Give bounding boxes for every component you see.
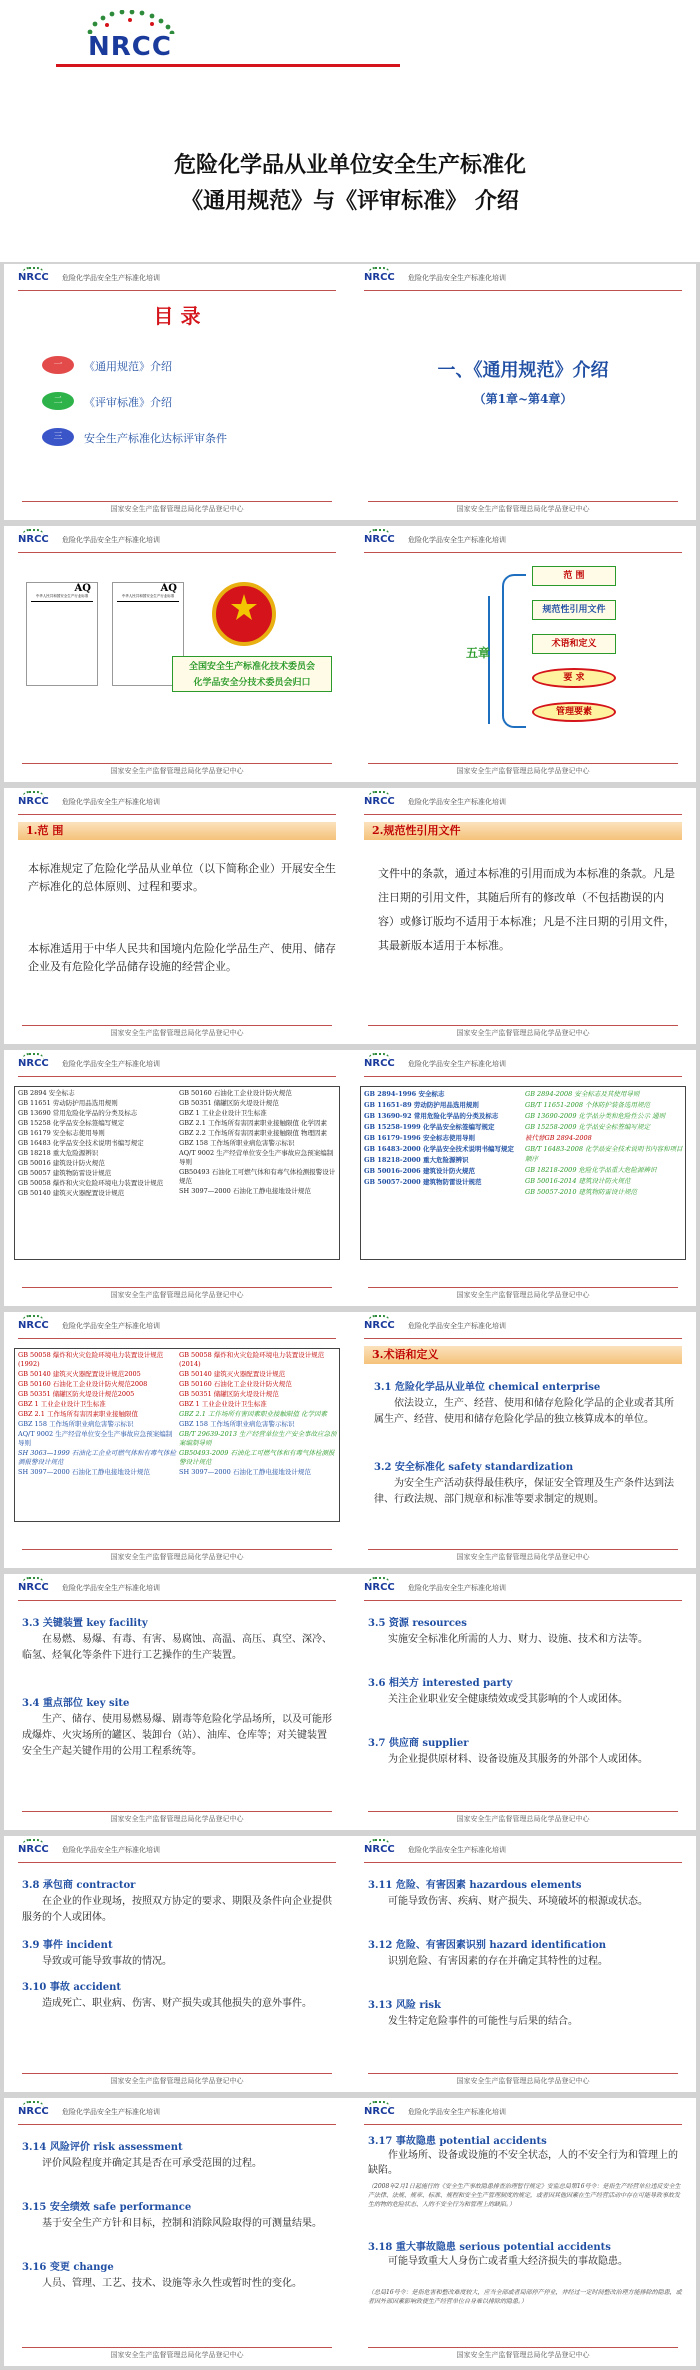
new-standard: SH 3097—2000 石油化工静电接地设计规范	[179, 1468, 311, 1476]
term-3-16: 3.16 变更 change	[22, 2262, 114, 2273]
term-3-10: 3.10 事故 accident	[22, 1982, 122, 1993]
reference-item: GB 50058 爆炸和火灾危险环境电力装置设计规范	[18, 1179, 164, 1187]
old-standards-column	[364, 1089, 522, 1188]
slide-logo: NRCC	[364, 1582, 395, 1593]
reference-item: GB 50160 石油化工企业设计防火规范	[179, 1089, 292, 1097]
nrcc-logo	[60, 10, 200, 62]
term-3-1-definition: 依法设立，生产、经营、使用和储存危险化学品的企业或者其所属生产、经营、使用和储存危险化学品的独立核算成本的单位。	[374, 1398, 674, 1425]
new-standard: GBZ 2.1 工作场所有害因素职业接触限值 化学因素	[179, 1410, 328, 1418]
old-standard: GB 18218-2000 重大危险源辨识	[364, 1156, 469, 1164]
slide-logo: NRCC	[18, 1320, 49, 1331]
toc-item-2[interactable]: 《评审标准》介绍	[84, 396, 172, 409]
new-standard: GB 50058 爆炸和火灾危险环境电力装置设计规范(2014)	[179, 1351, 325, 1368]
term-3-15: 3.15 安全绩效 safe performance	[22, 2202, 192, 2213]
slide-footer: 国家安全生产监督管理总局化学品登记中心	[110, 1815, 244, 1823]
slide-logo: NRCC	[364, 534, 395, 545]
logo-arc-icon	[82, 10, 178, 34]
slide-scope	[4, 788, 350, 1044]
toc-num-1: 一	[42, 356, 74, 374]
term-3-15-definition: 基于安全生产方针和目标，控制和消除风险取得的可测量结果。	[42, 2218, 322, 2229]
slide-footer: 国家安全生产监督管理总局化学品登记中心	[110, 1029, 244, 1037]
new-standard: GB 50351 储罐区防火堤设计规范	[179, 1390, 279, 1398]
old-standard: GB 16483-2000 化学品安全技术说明书编写规定	[364, 1145, 514, 1153]
slide-footer: 国家安全生产监督管理总局化学品登记中心	[456, 767, 590, 775]
reference-item: AQ/T 9002 生产经营单位安全生产事故应急预案编制导则	[179, 1149, 334, 1166]
slide-caption: 危险化学品安全生产标准化培训	[408, 536, 506, 544]
logo-text: NRCC	[88, 32, 172, 62]
old-standard: GBZ 1 工业企业设计卫生标准	[18, 1400, 106, 1408]
term-3-4: 3.4 重点部位 key site	[22, 1698, 130, 1709]
slide-footer: 国家安全生产监督管理总局化学品登记中心	[110, 1291, 244, 1299]
reference-item: GBZ 158 工作场所职业病危害警示标识	[179, 1139, 295, 1147]
new-standard: GB 50160 石油化工企业设计防火规范	[179, 1380, 292, 1388]
slide-caption: 危险化学品安全生产标准化培训	[408, 2108, 506, 2116]
slide-terms-1	[350, 1312, 696, 1568]
old-standard: GB 50351 储罐区防火堤设计规范2005	[18, 1390, 135, 1398]
term-3-14: 3.14 风险评价 risk assessment	[22, 2142, 183, 2153]
slide-references	[350, 788, 696, 1044]
slide-footer: 国家安全生产监督管理总局化学品登记中心	[456, 2077, 590, 2085]
old-standard: GBZ 2.1 工作场所有害因素职业接触限值	[18, 1410, 138, 1418]
slide-reference-table-1	[4, 1050, 350, 1306]
term-3-18-note: （总局16号令：是指危害和整改难度较大，应当全部或者局部停产停业，并经过一定时间整改治理方能排除的隐患，或者因外部因素影响致使生产经营单位自身难以排除的隐患。）	[368, 2289, 682, 2305]
new-standard: GB 15258-2009 化学品安全标签编写规定	[525, 1123, 651, 1131]
committee-line2: 化学品安全分技术委员会归口	[193, 678, 311, 688]
slide-logo: NRCC	[364, 1320, 395, 1331]
reference-item: GB 18218 重大危险源辨识	[18, 1149, 99, 1157]
toc-num-2: 二	[42, 392, 74, 410]
slide-terms-2	[4, 1574, 350, 1830]
slide-logo: NRCC	[18, 534, 49, 545]
term-3-6: 3.6 相关方 interested party	[368, 1678, 513, 1689]
new-standard: GB 2894-2008 安全标志及其使用导则	[525, 1090, 640, 1098]
toc-item-3[interactable]: 安全生产标准化达标评审条件	[84, 432, 227, 445]
reference-item: GB 16483 化学品安全技术说明书编写规定	[18, 1139, 144, 1147]
old-standard: GB 11651-89 劳动防护用品选用规则	[364, 1101, 479, 1109]
old-standard: AQ/T 9002 生产经营单位安全生产事故应急预案编制导则	[18, 1430, 173, 1447]
new-standard: 被代替GB 2894-2008	[525, 1134, 592, 1142]
slide-footer: 国家安全生产监督管理总局化学品登记中心	[456, 505, 590, 513]
term-3-8: 3.8 承包商 contractor	[22, 1880, 136, 1891]
slide-caption: 危险化学品安全生产标准化培训	[408, 1846, 506, 1854]
reference-item: GB 13690 常用危险化学品的分类及标志	[18, 1109, 138, 1117]
slide-logo: NRCC	[18, 796, 49, 807]
chapter1-subtitle: （第1章~第4章）	[473, 392, 573, 406]
reference-item: GBZ 2.1 工作场所有害因素职业接触限值 化学因素	[179, 1119, 328, 1127]
term-3-8-definition: 在企业的作业现场，按照双方协定的要求、期限及条件向企业提供服务的个人或团体。	[22, 1896, 332, 1923]
slide-logo: NRCC	[18, 272, 49, 283]
old-standard: SH 3063—1999 石油化工企业可燃气体和有毒气体检测报警设计规范	[18, 1449, 176, 1466]
aq-label: AQ	[74, 583, 91, 594]
new-standards-column	[179, 1351, 337, 1478]
slide-terms-7	[350, 2098, 696, 2366]
reference-item: GB 15258 化学品安全标签编写规定	[18, 1119, 125, 1127]
old-standard: GB 13690-92 常用危险化学品的分类及标志	[364, 1112, 499, 1120]
slide-logo: NRCC	[364, 796, 395, 807]
term-3-1: 3.1 危险化学品从业单位 chemical enterprise	[374, 1382, 601, 1393]
chapter-item-terms: 术语和定义	[532, 634, 616, 654]
old-standards-column	[18, 1351, 176, 1478]
reference-compare-table-2	[14, 1348, 340, 1522]
term-3-5-definition: 实施安全标准化所需的人力、财力、设施、技术和方法等。	[388, 1634, 648, 1645]
new-standard: GB50493-2009 石油化工可燃气体和有毒气体检测报警设计规范	[179, 1449, 335, 1466]
old-standard: GB 50057-2000 建筑物防雷设计规范	[364, 1178, 482, 1186]
term-3-16-definition: 人员、管理、工艺、技术、设施等永久性或暂时性的变化。	[42, 2278, 302, 2289]
aq-std-name: 中华人民共和国安全生产行业标准	[35, 594, 89, 598]
old-standard: GB 16179-1996 安全标志使用导则	[364, 1134, 475, 1142]
aq-std-name-2: 中华人民共和国安全生产行业标准	[121, 594, 175, 598]
reference-table	[14, 1086, 340, 1260]
references-text: 文件中的条款，通过本标准的引用而成为本标准的条款。凡是注日期的引用文件，其随后所有的修改单（不包括勘误的内容）或修订版均不适用于本标准；凡是不注日期的引用文件，其最新版本适用于本标准。	[378, 867, 675, 952]
slide-aq-standard	[4, 526, 350, 782]
slide-footer: 国家安全生产监督管理总局化学品登记中心	[110, 2077, 244, 2085]
slide-terms-3	[350, 1574, 696, 1830]
reference-item: GBZ 2.2 工作场所有害因素职业接触限值 物理因素	[179, 1129, 328, 1137]
slide-footer: 国家安全生产监督管理总局化学品登记中心	[456, 1815, 590, 1823]
toc-title: 目 录	[153, 304, 201, 328]
reference-item: GB 50351 储罐区防火堤设计规范	[179, 1099, 279, 1107]
slide-logo: NRCC	[18, 1582, 49, 1593]
new-standard: GB/T 11651-2008 个体防护装备选用规范	[525, 1101, 651, 1109]
term-3-17: 3.17 事故隐患 potential accidents	[368, 2136, 547, 2147]
terms-heading: 3.术语和定义	[364, 1346, 682, 1364]
reference-column-left	[18, 1089, 176, 1199]
slide-footer: 国家安全生产监督管理总局化学品登记中心	[456, 2351, 590, 2359]
new-standard: GB 18218-2009 危险化学品重大危险源辨识	[525, 1166, 657, 1174]
term-3-13-definition: 发生特定危险事件的可能性与后果的结合。	[388, 2016, 578, 2027]
cover-title-line1: 危险化学品从业单位安全生产标准化	[173, 152, 526, 178]
slide-footer: 国家安全生产监督管理总局化学品登记中心	[456, 1291, 590, 1299]
slide-footer: 国家安全生产监督管理总局化学品登记中心	[456, 1553, 590, 1561]
aq-label-2: AQ	[160, 583, 177, 594]
aq-document-1	[26, 582, 98, 686]
slide-reference-table-3	[4, 1312, 350, 1568]
term-3-4-definition: 生产、储存、使用易燃易爆、剧毒等危险化学品场所，以及可能形成爆炸、火灾场所的罐区、装卸台（站）、油库、仓库等；对关键装置安全生产起关键作用的公用工程系统等。	[22, 1714, 332, 1757]
new-standard: GB 50016-2014 建筑设计防火规范	[525, 1177, 631, 1185]
term-3-9: 3.9 事件 incident	[22, 1940, 113, 1951]
scope-paragraph-2: 本标准适用于中华人民共和国境内危险化学品生产、使用、储存企业及有危险化学品储存设施的经营企业。	[28, 942, 336, 973]
term-3-14-definition: 评价风险程度并确定其是否在可承受范围的过程。	[42, 2158, 262, 2169]
reference-item: GB 16179 安全标志使用导则	[18, 1129, 105, 1137]
committee-box	[172, 656, 332, 692]
cover-red-bar	[56, 64, 400, 67]
new-standard: GB/T 16483-2008 化学品安全技术说明书内容和项目顺序	[525, 1145, 683, 1163]
reference-item: GBZ 1 工业企业设计卫生标准	[179, 1109, 267, 1117]
slide-footer: 国家安全生产监督管理总局化学品登记中心	[110, 767, 244, 775]
term-3-12: 3.12 危险、有害因素识别 hazard identification	[368, 1940, 607, 1951]
slide-caption: 危险化学品安全生产标准化培训	[62, 798, 160, 806]
old-standard: GB 50160 石油化工企业设计防火规范2008	[18, 1380, 148, 1388]
toc-num-3: 三	[42, 428, 74, 446]
new-standard: GB 50057-2010 建筑物防雷设计规范	[525, 1188, 638, 1196]
five-chapter-label: 五章	[466, 646, 491, 660]
chapter1-title: 一、《通用规范》介绍	[437, 360, 609, 381]
slide-logo: NRCC	[364, 2106, 395, 2117]
old-standard: GB 50140 建筑灭火器配置设计规范2005	[18, 1370, 141, 1378]
reference-compare-table	[360, 1086, 686, 1260]
reference-item: SH 3097—2000 石油化工静电接地设计规范	[179, 1187, 311, 1195]
term-3-7-definition: 为企业提供原材料、设备设施及其服务的外部个人或团体。	[388, 1754, 648, 1765]
old-standard: GB 15258-1999 化学品安全标签编写规定	[364, 1123, 495, 1131]
slide-caption: 危险化学品安全生产标准化培训	[62, 2108, 160, 2116]
term-3-12-definition: 识别危险、有害因素的存在并确定其特性的过程。	[388, 1956, 608, 1967]
reference-item: GB 11651 劳动防护用品选用规则	[18, 1099, 118, 1107]
term-3-2-definition: 为安全生产活动获得最佳秩序，保证安全管理及生产条件达到法律、行政法规、部门规章和标准等要求制定的规则。	[374, 1478, 674, 1505]
new-standard: GB/T 29639-2013 生产经营单位生产安全事故应急预案编制导则	[179, 1430, 337, 1447]
term-3-6-definition: 关注企业职业安全健康绩效或受其影响的个人或团体。	[388, 1694, 628, 1705]
slide-caption: 危险化学品安全生产标准化培训	[408, 1322, 506, 1330]
slide-caption: 危险化学品安全生产标准化培训	[408, 798, 506, 806]
old-standard: GBZ 158 工作场所职业病危害警示标识	[18, 1420, 134, 1428]
term-3-2: 3.2 安全标准化 safety standardization	[374, 1462, 574, 1473]
term-3-11: 3.11 危险、有害因素 hazardous elements	[368, 1880, 582, 1891]
slide-logo: NRCC	[18, 1844, 49, 1855]
reference-item: GB 50140 建筑灭火器配置设计规范	[18, 1189, 125, 1197]
slide-logo: NRCC	[364, 1844, 395, 1855]
slide-logo: NRCC	[364, 272, 395, 283]
term-3-3: 3.3 关键装置 key facility	[22, 1618, 148, 1629]
reference-column-right	[179, 1089, 337, 1197]
slide-logo: NRCC	[18, 2106, 49, 2117]
slide-caption: 危险化学品安全生产标准化培训	[408, 274, 506, 282]
new-standard: GBZ 158 工作场所职业病危害警示标识	[179, 1420, 295, 1428]
term-3-10-definition: 造成死亡、职业病、伤害、财产损失或其他损失的意外事件。	[42, 1998, 312, 2009]
old-standard: GB 2894-1996 安全标志	[364, 1090, 445, 1098]
scope-paragraph-1: 本标准规定了危险化学品从业单位（以下简称企业）开展安全生产标准化的总体原则、过程和要求。	[28, 862, 336, 893]
term-3-9-definition: 导致或可能导致事故的情况。	[42, 1956, 172, 1967]
slide-caption: 危险化学品安全生产标准化培训	[62, 1846, 160, 1854]
new-standard: GB 50140 建筑灭火器配置设计规范	[179, 1370, 286, 1378]
chapter-item-requirements: 要 求	[532, 668, 616, 688]
cover-slide	[0, 0, 700, 262]
slide-terms-4	[4, 1836, 350, 2092]
references-heading: 2.规范性引用文件	[364, 822, 682, 840]
reference-item: GB 50057 建筑物防雷设计规范	[18, 1169, 112, 1177]
scope-heading: 1.范 围	[18, 822, 336, 840]
slide-caption: 危险化学品安全生产标准化培训	[408, 1584, 506, 1592]
slide-footer: 国家安全生产监督管理总局化学品登记中心	[110, 505, 244, 513]
slide-logo: NRCC	[18, 1058, 49, 1069]
toc-item-1[interactable]: 《通用规范》介绍	[84, 360, 172, 373]
slide-toc	[4, 264, 350, 520]
slide-logo: NRCC	[364, 1058, 395, 1069]
old-standard: GB 50016-2006 建筑设计防火规范	[364, 1167, 475, 1175]
chapter-item-scope: 范 围	[532, 566, 616, 586]
slide-footer: 国家安全生产监督管理总局化学品登记中心	[110, 1553, 244, 1561]
term-3-17-definition: 作业场所、设备或设施的不安全状态，人的不安全行为和管理上的缺陷。	[368, 2150, 678, 2176]
term-3-18: 3.18 重大事故隐患 serious potential accidents	[368, 2242, 611, 2253]
slide-footer: 国家安全生产监督管理总局化学品登记中心	[110, 2351, 244, 2359]
chapter-item-refs: 规范性引用文件	[532, 600, 616, 620]
term-3-11-definition: 可能导致伤害、疾病、财产损失、环境破坏的根源或状态。	[388, 1896, 648, 1907]
term-3-5: 3.5 资源 resources	[368, 1618, 467, 1629]
slide-chapter1	[350, 264, 696, 520]
slide-caption: 危险化学品安全生产标准化培训	[62, 274, 160, 282]
reference-item: GB 50016 建筑设计防火规范	[18, 1159, 105, 1167]
slide-terms-5	[350, 1836, 696, 2092]
slide-footer: 国家安全生产监督管理总局化学品登记中心	[456, 1029, 590, 1037]
slide-caption: 危险化学品安全生产标准化培训	[408, 1060, 506, 1068]
term-3-17-note: （2008年2月1日起施行的《安全生产事故隐患排查治理暂行规定》安监总局第16号令：是指生产经营单位违反安全生产法律、法规、规章、标准、规程和安全生产管理制度的规定，或者因其他因素在生产经营活动中存在可能导致事故发生的物的危险状态、人的不安全行为和管理上的缺陷。）	[368, 2183, 681, 2208]
slide-terms-6	[4, 2098, 350, 2366]
slide-caption: 危险化学品安全生产标准化培训	[62, 1322, 160, 1330]
term-3-3-definition: 在易燃、易爆、有毒、有害、易腐蚀、高温、高压、真空、深冷、临氢、烃氧化等条件下进行工艺操作的生产装置。	[22, 1634, 332, 1661]
slide-caption: 危险化学品安全生产标准化培训	[62, 1060, 160, 1068]
committee-line1: 全国安全生产标准化技术委员会	[188, 662, 315, 672]
new-standard: GB 13690-2009 化学品分类和危险性公示 通则	[525, 1112, 666, 1120]
slide-reference-table-2	[350, 1050, 696, 1306]
reference-item: GB50493 石油化工可燃气体和有毒气体检测报警设计规范	[179, 1168, 336, 1185]
old-standard: SH 3097—2000 石油化工静电接地设计规范	[18, 1468, 150, 1476]
new-standards-column	[525, 1089, 683, 1198]
reference-item: GB 2894 安全标志	[18, 1089, 75, 1097]
term-3-7: 3.7 供应商 supplier	[368, 1738, 469, 1749]
chapter-item-elements: 管理要素	[532, 702, 616, 722]
new-standard: GBZ 1 工业企业设计卫生标准	[179, 1400, 267, 1408]
term-3-13: 3.13 风险 risk	[368, 2000, 441, 2011]
national-emblem-icon	[212, 582, 276, 646]
old-standard: GB 50058 爆炸和火灾危险环境电力装置设计规范(1992)	[18, 1351, 164, 1368]
slide-caption: 危险化学品安全生产标准化培训	[62, 536, 160, 544]
slide-five-chapters	[350, 526, 696, 782]
slide-caption: 危险化学品安全生产标准化培训	[62, 1584, 160, 1592]
cover-title-line2: 《通用规范》与《评审标准》 介绍	[181, 188, 519, 214]
term-3-18-definition: 可能导致重大人身伤亡或者重大经济损失的事故隐患。	[388, 2256, 628, 2267]
